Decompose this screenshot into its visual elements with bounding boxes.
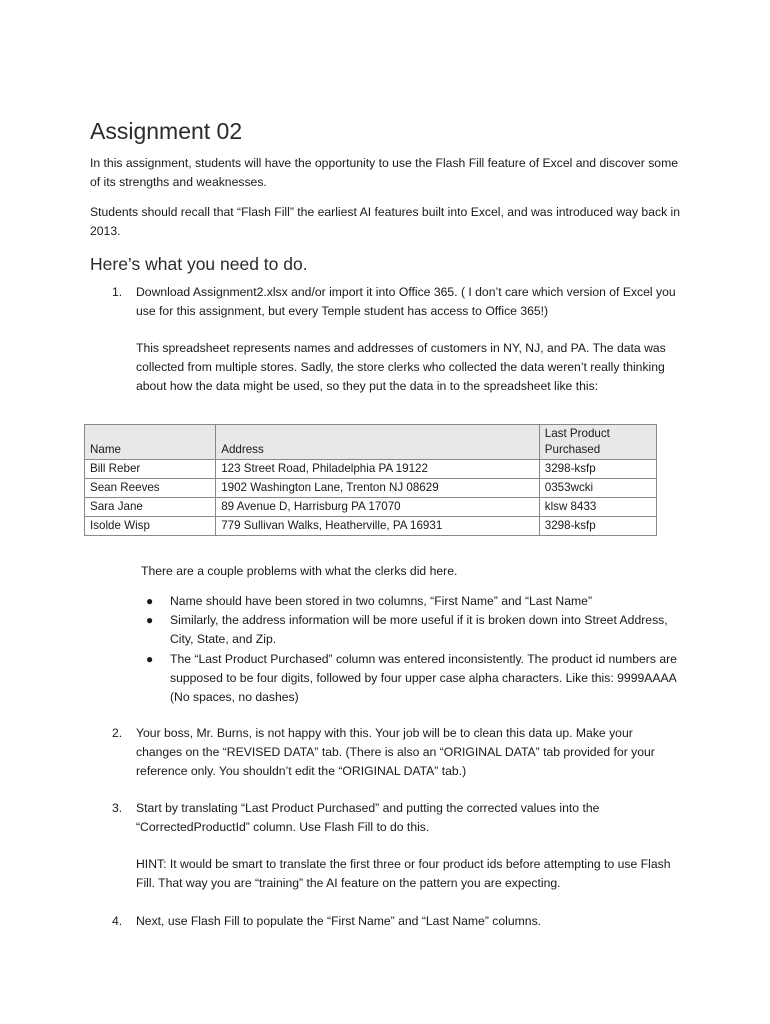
step-2-number: 2. xyxy=(112,726,123,740)
header-address: Address xyxy=(216,425,540,460)
step-4-text: Next, use Flash Fill to populate the “First Name” and “Last Name” columns. xyxy=(136,914,542,928)
cell-product: 3298-ksfp xyxy=(539,517,656,536)
table-row xyxy=(85,479,657,498)
cell-product: 3298-ksfp xyxy=(539,460,656,479)
bullet-icon: ● xyxy=(146,652,154,666)
table-row xyxy=(85,498,657,517)
cell-address: 89 Avenue D, Harrisburg PA 17070 xyxy=(216,498,540,517)
cell-product: 0353wcki xyxy=(539,479,656,498)
step-2-text: Your boss, Mr. Burns, is not happy with this. Your job will be to clean this data up. Make your changes on the “REVISED DATA” tab. (There is also an “ORIGINAL DATA” tab provided for your reference only. You shouldn’t edit the “ORIGINAL DATA” tab.) xyxy=(136,726,655,778)
step-4-number: 4. xyxy=(112,914,123,928)
problem-item-3: The “Last Product Purchased” column was entered inconsistently. The product id numbers are supposed to be four digits, followed by four upper case alpha characters. Like this: 9999AAAA (No spaces, no dashes) xyxy=(170,652,677,704)
intro-paragraph-2: Students should recall that “Flash Fill” the earliest AI features built into Excel, and was introduced way back in 2013. xyxy=(90,205,681,238)
step-1-text: Download Assignment2.xlsx and/or import it into Office 365. ( I don’t care which version of Excel you use for this assignment, but every Temple student has access to Office 365!) xyxy=(136,285,676,318)
table-row xyxy=(85,517,657,536)
section-heading: Here’s what you need to do. xyxy=(90,254,308,274)
page-title: Assignment 02 xyxy=(90,118,243,144)
step-1-description: This spreadsheet represents names and addresses of customers in NY, NJ, and PA. The data was collected from multiple stores. Sadly, the store clerks who collected the data weren’t really thinking about how the data might be used, so they put the data in to the spreadsheet like this: xyxy=(136,341,666,393)
step-3-text: Start by translating “Last Product Purchased” and putting the corrected values into the “CorrectedProductId” column. Use Flash Fill to do this. xyxy=(136,801,600,834)
step-3-number: 3. xyxy=(112,801,123,815)
intro-paragraph-1: In this assignment, students will have the opportunity to use the Flash Fill feature of Excel and discover some of its strengths and weaknesses. xyxy=(90,156,679,189)
cell-product: klsw 8433 xyxy=(539,498,656,517)
problems-intro: There are a couple problems with what the clerks did here. xyxy=(141,564,458,578)
bullet-icon: ● xyxy=(146,594,154,608)
step-3-hint: HINT: It would be smart to translate the first three or four product ids before attempting to use Flash Fill. That way you are “training” the AI feature on the pattern you are expecting. xyxy=(136,857,671,890)
step-1-number: 1. xyxy=(112,285,123,299)
cell-address: 779 Sullivan Walks, Heatherville, PA 16931 xyxy=(216,517,540,536)
bullet-icon: ● xyxy=(146,613,154,627)
table-header-row xyxy=(85,425,657,460)
table-row xyxy=(85,460,657,479)
cell-address: 1902 Washington Lane, Trenton NJ 08629 xyxy=(216,479,540,498)
cell-address: 123 Street Road, Philadelphia PA 19122 xyxy=(216,460,540,479)
header-name: Name xyxy=(85,425,216,460)
cell-name: Sean Reeves xyxy=(85,479,216,498)
problem-item-1: Name should have been stored in two columns, “First Name” and “Last Name” xyxy=(170,594,593,608)
cell-name: Sara Jane xyxy=(85,498,216,517)
customer-data-table xyxy=(84,424,657,536)
cell-name: Isolde Wisp xyxy=(85,517,216,536)
header-last-product: Last Product Purchased xyxy=(539,425,656,460)
cell-name: Bill Reber xyxy=(85,460,216,479)
problem-item-2: Similarly, the address information will be more useful if it is broken down into Street Address, City, State, and Zip. xyxy=(170,613,668,646)
